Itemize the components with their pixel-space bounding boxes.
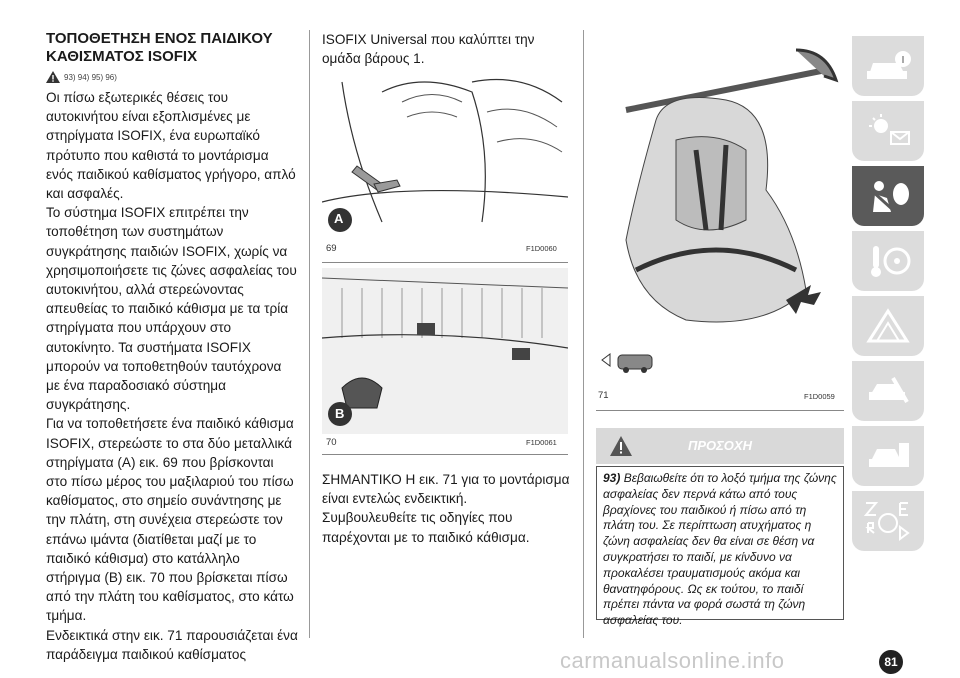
sidebar-emergency[interactable] — [852, 296, 924, 356]
column-1 — [46, 30, 298, 664]
figure-70-code: F1D0061 — [526, 438, 557, 447]
figure-70-marker: B — [335, 406, 345, 421]
figure-70-number: 70 — [326, 437, 337, 448]
paragraph-universal: ISOFIX Universal που καλύπτει την ομάδα βάρους 1. — [322, 32, 535, 67]
page-number: 81 — [879, 650, 903, 674]
seat-isofix-illustration — [322, 72, 568, 242]
sidebar-specs[interactable] — [852, 426, 924, 486]
seat-anchor-illustration — [322, 268, 568, 434]
column-2-bottom — [322, 470, 572, 547]
watermark: carmanualsonline.info — [560, 648, 785, 673]
paragraph-install: Για να τοποθετήσετε ένα παιδικό κάθισμα ISOFIX, στερεώστε το στα δύο μεταλλικά στηρίγματα (A) εικ. 69 που βρίσκονται στο πίσω μέρος του μαξιλαριού του πίσω καθίσματος, στο σημείο συνάντησης με την πλάτη, στη συνέχεια στερεώστε τον επάνω ιμάντα (διατίθεται μαζί με το παιδικό κάθισμα) στο κατάλληλο στήριγμα (B) εικ. 70 που βρίσκεται πίσω από την πλάτη του καθίσματος, στο κάτω τμήμα. — [46, 416, 294, 624]
chapter-sidebar — [852, 36, 926, 556]
sidebar-starting-driving[interactable] — [852, 231, 924, 291]
warning-text: Βεβαιωθείτε ότι το λοξό τμήμα της ζώνης ασφαλείας δεν περνά κάτω από τους βραχίονες του παιδικού ή πίσω από τη πλάτη του. Σε περίπτωση ατυχήματος η ζώνη ασφαλείας δεν θα είναι σε θέση να συγκρατήσει το παιδί, με κίνδυνο να προκαλέσει τραυματισμούς ακόμα και θανατηφόρους. Ως εκ τούτου, το παιδί πρέπει πάντα να φορά σωστά τη ζώνη ασφαλείας του. — [603, 471, 837, 628]
specs-icon — [863, 437, 913, 475]
figure-71-code: F1D0059 — [804, 392, 835, 401]
paragraph-consult: Συμβουλευθείτε τις οδηγίες που παρέχονται με το παιδικό κάθισμα. — [322, 510, 530, 545]
safety-airbag-icon — [863, 176, 913, 216]
warning-refs-text: 93) 94) 95) 96) — [64, 72, 117, 82]
figure-69-marker: A — [334, 211, 344, 226]
index-icon — [860, 499, 916, 543]
warning-header — [596, 428, 844, 464]
paragraph-example: Ενδεικτικά στην εικ. 71 παρουσιάζεται ένα παράδειγμα παιδικού καθίσματος — [46, 627, 298, 662]
warning-body — [597, 467, 843, 633]
column-divider-2 — [583, 30, 584, 638]
dashboard-lights-icon — [863, 112, 913, 150]
sidebar-maintenance[interactable] — [852, 361, 924, 421]
car-info-icon — [863, 49, 913, 83]
figure-69-code: F1D0060 — [526, 244, 557, 253]
paragraph-intro: Οι πίσω εξωτερικές θέσεις του αυτοκινήτου είναι εξοπλισμένες με στηρίγματα ISOFIX, ένα ευρωπαϊκό πρότυπο που καθιστά το μοντάρισμα ενός παιδικού καθίσματος γρήγορο, απλό και ασφαλές. — [46, 90, 296, 202]
figure-70 — [322, 268, 568, 455]
warning-refs — [46, 70, 298, 84]
column-divider-1 — [309, 30, 310, 638]
figure-69-number: 69 — [326, 243, 337, 254]
paragraph-important: ΣΗΜΑΝΤΙΚΟ Η εικ. 71 για το μοντάρισμα είναι εντελώς ενδεικτική. — [322, 472, 570, 507]
figure-71-number: 71 — [598, 390, 609, 401]
sidebar-car-info[interactable] — [852, 36, 924, 96]
sidebar-index[interactable] — [852, 491, 924, 551]
section-title-line2: ΚΑΘΙΣΜΑΤΟΣ ISOFIX — [46, 48, 198, 65]
maintenance-icon — [863, 372, 913, 410]
sidebar-safety[interactable] — [852, 166, 924, 226]
key-steering-icon — [863, 242, 913, 280]
child-seat-illustration — [596, 30, 844, 390]
sidebar-dashboard-lights[interactable] — [852, 101, 924, 161]
section-title-line1: ΤΟΠΟΘΕΤΗΣΗ ΕΝΟΣ ΠΑΙΔΙΚΟΥ — [46, 30, 273, 47]
warning-title: ΠΡΟΣΟΧΗ — [688, 438, 752, 453]
warning-triangle-icon — [46, 71, 60, 83]
figure-69 — [322, 72, 568, 263]
warning-box — [596, 466, 844, 628]
column-2-top — [322, 30, 572, 68]
warning-ref: 93) — [603, 471, 621, 485]
warning-road-icon — [863, 307, 913, 345]
paragraph-system: Το σύστημα ISOFIX επιτρέπει την τοποθέτηση των συστημάτων συγκράτησης παιδιών ISOFIX, χωρίς να χρησιμοποιήσετε τις ζώνες ασφαλείας του αυτοκινήτου, αλλά στερεώνοντας απευθείας το παιδικό κάθισμα με τα τρία στηρίγματα που υπάρχουν στο αυτοκίνητο. Τα συστήματα ISOFIX μπορούν να τοποθετηθούν ταυτόχρονα με ένα παραδοσιακό σύστημα συγκράτησης. — [46, 205, 297, 413]
figure-71 — [596, 30, 844, 411]
